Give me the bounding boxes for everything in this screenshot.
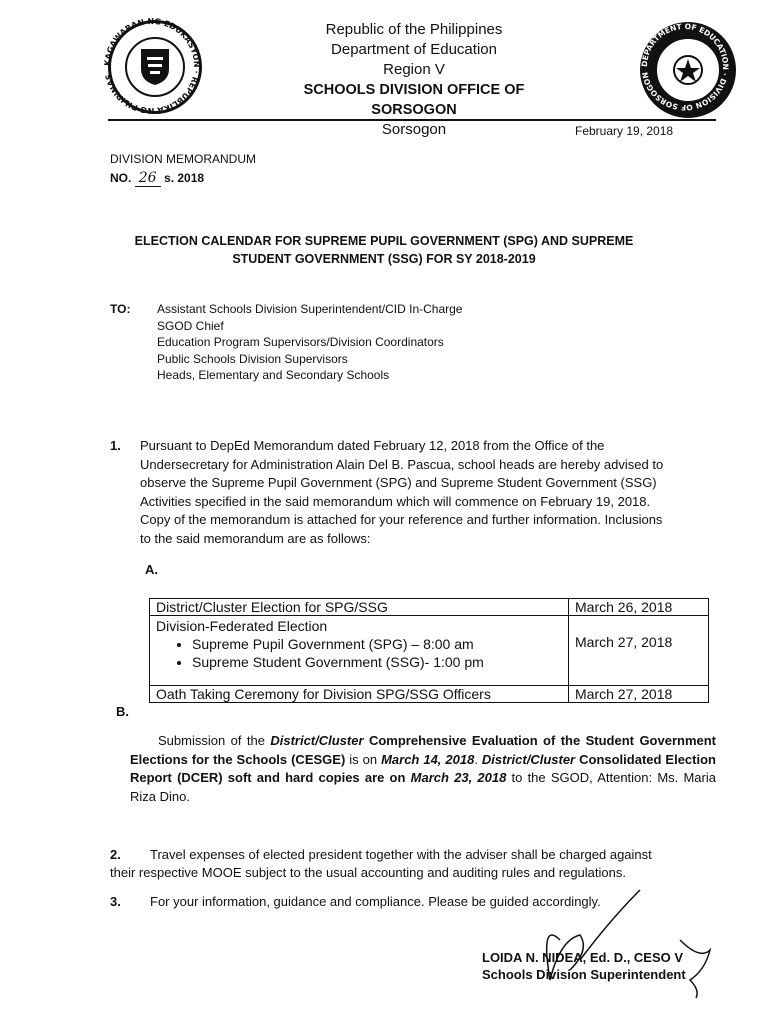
recipient-item: Education Program Supervisors/Division Coordinators (157, 335, 444, 349)
election-bullets (156, 635, 562, 671)
memo-no-prefix: NO. (110, 171, 132, 185)
right-seal-text-ring (632, 14, 738, 120)
recipient-list (157, 301, 462, 384)
item1-text (140, 437, 715, 548)
recipient-item: Public Schools Division Supervisors (157, 351, 348, 366)
item2-line1: Travel expenses of elected president together with the adviser shall be charged against (150, 847, 652, 862)
recipient-item: SGOD Chief (157, 318, 224, 333)
header-rule (108, 119, 716, 121)
recipient-item: Assistant Schools Division Superintendent/CID In-Charge (157, 302, 463, 316)
republic-line: Republic of the Philippines (325, 21, 503, 38)
item1-line: Undersecretary for Administration Alain Del B. Pascua, school heads are hereby advised to (140, 456, 664, 472)
to-label: TO: (110, 302, 131, 316)
section-b-label: B. (116, 704, 129, 719)
item1-number: 1. (110, 438, 121, 453)
item1-line: to the said memorandum are as follows: (140, 530, 371, 546)
table-row (150, 599, 709, 616)
activity-cell: District/Cluster Election for SPG/SSG (150, 599, 569, 616)
memo-number (110, 170, 204, 187)
memo-title-line1: ELECTION CALENDAR FOR SUPREME PUPIL GOVERNMENT (SPG) AND SUPREME (134, 234, 634, 248)
memo-no-value: 26 (135, 170, 161, 187)
item1-line: Activities specified in the said memorandum which will commence on February 19, 2018. (140, 493, 651, 509)
election-schedule-table (149, 598, 709, 703)
recipient-item: Heads, Elementary and Secondary Schools (157, 368, 390, 382)
activity-cell: Division-Federated Election • Supreme Pupil Government (SPG) – 8:00 am • Supreme Student Government (SSG)- 1:00 pm (150, 616, 569, 686)
list-item: • Supreme Student Government (SSG)- 1:00 pm (192, 653, 562, 671)
signatory-name: LOIDA N. NIDEA, Ed. D., CESO V (482, 950, 684, 965)
item2-number: 2. (110, 847, 121, 862)
memo-series: s. 2018 (164, 171, 205, 185)
memo-label: DIVISION MEMORANDUM (110, 152, 257, 166)
date-cell: March 26, 2018 (569, 599, 709, 616)
memo-date: February 19, 2018 (575, 124, 674, 138)
item1-line: observe the Supreme Pupil Government (SPG) and Supreme Student Government (SSG) (140, 475, 657, 490)
item3-number: 3. (110, 894, 121, 909)
item1-line: Pursuant to DepEd Memorandum dated February 12, 2018 from the Office of the (140, 438, 605, 453)
date-cell: March 27, 2018 (569, 616, 709, 686)
signatory-title: Schools Division Superintendent (482, 967, 686, 982)
item2-line2: their respective MOOE subject to the usual accounting and auditing rules and regulations. (110, 865, 626, 880)
activity-cell: Oath Taking Ceremony for Division SPG/SSG Officers (150, 686, 569, 703)
svg-text:DEPARTMENT OF EDUCATION · DIVI: DEPARTMENT OF EDUCATION · DIVISION OF SORSOGON (639, 21, 731, 113)
item1-line: Copy of the memorandum is attached for your reference and further information. Inclusions (140, 512, 663, 527)
letterhead (264, 20, 564, 140)
table-row (150, 616, 709, 686)
svg-text:KAGAWARAN NG EDUKASYON · REPUB: KAGAWARAN NG EDUKASYON · REPUBLIKA NG PILIPINAS (102, 16, 202, 116)
item3-text: For your information, guidance and compliance. Please be guided accordingly. (150, 894, 601, 909)
city-line: Sorsogon (381, 121, 447, 138)
section-a-label: A. (145, 562, 158, 577)
left-seal-text-ring (100, 14, 204, 118)
section-b-text: Submission of the District/Cluster Comprehensive Evaluation of the Student Government Elections for the Schools (CESGE) is on March 14, 2018. District/Cluster Consolidated Election Report (DCER) soft and hard copies are on March 23, 2018 to the SGOD, Attention: Ms. Maria Riza Dino. (130, 733, 717, 804)
list-item: • Supreme Pupil Government (SPG) – 8:00 am (192, 635, 562, 653)
signature-scribble (500, 880, 730, 1000)
region-line: Region V (383, 61, 445, 78)
department-line: Department of Education (331, 41, 497, 58)
date-cell: March 27, 2018 (569, 686, 709, 703)
memo-title-line2: STUDENT GOVERNMENT (SSG) FOR SY 2018-2019 (232, 252, 536, 266)
table-row (150, 686, 709, 703)
office-line: SCHOOLS DIVISION OFFICE OF SORSOGON (303, 82, 525, 118)
